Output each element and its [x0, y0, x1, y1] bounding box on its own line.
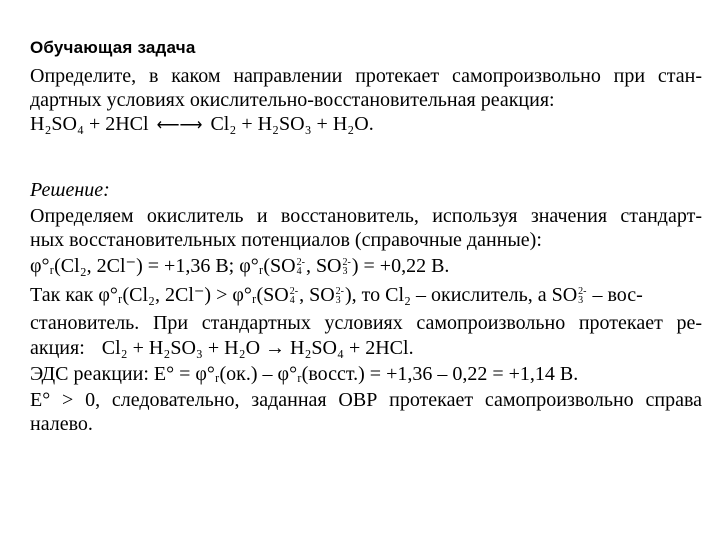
sulfate-charge	[297, 258, 305, 276]
equation-products: Cl₂ + H₂SO₃ + H₂O.	[210, 113, 374, 135]
charge-sup: 2-	[342, 257, 351, 269]
reaction-equation: Cl₂ + H₂SO₃ + H₂O → H₂SO₄ + 2HCl.	[101, 337, 414, 359]
index-sub: 3	[335, 295, 341, 307]
potentials-line	[30, 254, 702, 278]
index-sub: 3	[578, 295, 584, 307]
equation-reactants: H₂SO₄ + 2HCl	[30, 113, 149, 135]
solution-line-2: ных восстановительных потенциалов (справочные данные):	[30, 229, 542, 251]
equilibrium-arrow-icon: ⟵⟶	[156, 117, 203, 134]
conclusion-line-1: E° > 0, следовательно, заданная ОВР протекает самопроизвольно справа	[30, 389, 702, 411]
potential-so-b: , SO	[305, 255, 342, 277]
reaction-line	[30, 336, 702, 360]
comparison-line	[30, 283, 702, 307]
sulfate-charge	[290, 287, 298, 305]
charge-sup: 2-	[578, 286, 587, 298]
problem-equation	[30, 112, 702, 138]
potential-so-a: φ°ᵣ(SO	[239, 255, 296, 277]
slide-heading: Обучающая задача	[30, 38, 196, 57]
solution-line-1: Определяем окислитель и восстановитель, используя значения стандарт-	[30, 205, 702, 227]
emf-line: ЭДС реакции: E° = φ°ᵣ(ок.) – φ°ᵣ(восст.) = +1,36 – 0,22 = +1,14 В.	[30, 363, 579, 385]
charge-sup: 2-	[289, 286, 299, 298]
comparison-b: , SO	[299, 284, 335, 306]
comparison-d: – вос-	[592, 284, 643, 306]
index-sub: 4	[289, 295, 295, 307]
reaction-label: акция:	[30, 337, 85, 359]
index-sub: 3	[342, 266, 348, 278]
solution-line-3: становитель. При стандартных условиях самопроизвольно протекает ре-	[30, 312, 702, 334]
charge-sup: 2-	[296, 257, 305, 269]
potential-so-c: ) = +0,22 В.	[351, 255, 450, 277]
problem-line-1: Определите, в каком направлении протекает самопроизвольно при стан-	[30, 65, 702, 87]
charge-sup: 2-	[335, 286, 344, 298]
conclusion-line-2: налево.	[30, 413, 93, 435]
solution-label: Решение:	[30, 179, 110, 201]
sulfite-charge	[343, 258, 351, 276]
comparison-a: Так как φ°ᵣ(Cl₂, 2Cl⁻) > φ°ᵣ(SO	[30, 284, 289, 306]
sulfite-charge	[336, 287, 344, 305]
potential-cl: φ°ᵣ(Cl₂, 2Cl⁻) = +1,36 В;	[30, 255, 235, 277]
problem-line-2: дартных условиях окислительно-восстановительная реакция:	[30, 89, 555, 111]
sulfite-charge	[578, 287, 586, 305]
comparison-c: ), то Cl₂ – окислитель, а SO	[345, 284, 578, 306]
index-sub: 4	[296, 266, 302, 278]
